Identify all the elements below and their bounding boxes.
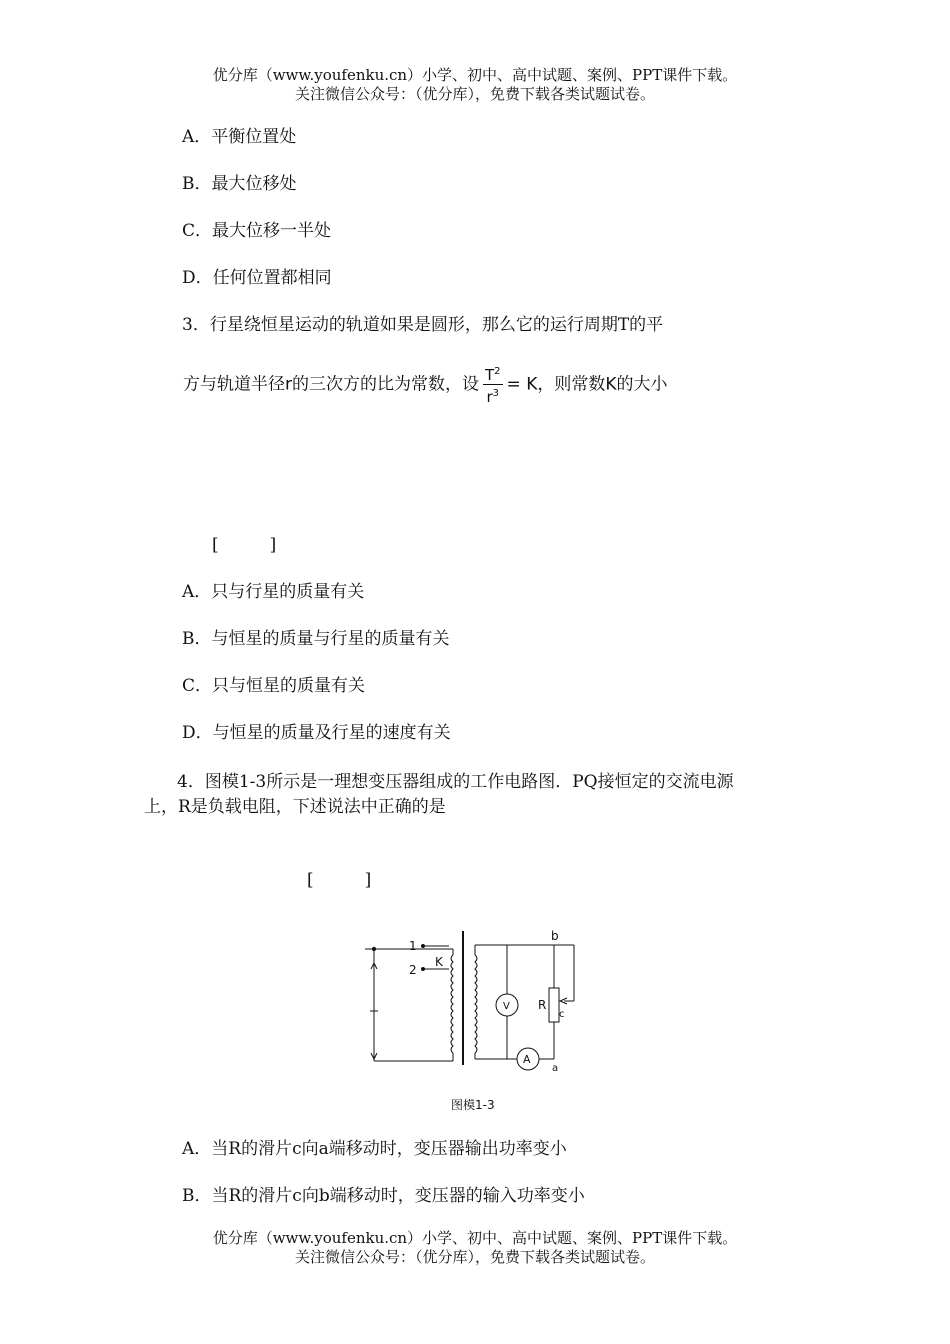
q3-formula-line — [183, 364, 668, 405]
circuit-diagram — [355, 925, 605, 1125]
secondary-coil — [475, 955, 477, 1053]
frac-numerator-exp: 2 — [494, 366, 501, 377]
q3-line2-after: = K，则常数K的大小 — [506, 374, 668, 395]
q2-option-a: A．平衡位置处 — [182, 127, 297, 147]
frac-numerator: T — [485, 366, 495, 384]
q3-option-b: B．与恒星的质量与行星的质量有关 — [182, 629, 450, 649]
q2-option-b: B．最大位移处 — [182, 174, 297, 194]
q4-bracket: [ ] — [307, 870, 372, 890]
q3-option-c: C．只与恒星的质量有关 — [182, 676, 366, 696]
label-v: V — [503, 1001, 510, 1012]
label-a: a — [552, 1063, 559, 1074]
header-line-1: 优分库（www.youfenku.cn）小学、初中、高中试题、案例、PPT课件下载。 — [212, 66, 738, 84]
tap-2-terminal — [422, 968, 425, 971]
footer-line-1: 优分库（www.youfenku.cn）小学、初中、高中试题、案例、PPT课件下载。 — [212, 1229, 738, 1247]
label-c: c — [559, 1009, 565, 1020]
figure-caption: 图模1-3 — [451, 1098, 495, 1112]
label-1: 1 — [409, 939, 417, 953]
label-r: R — [538, 998, 547, 1012]
resistor-r — [549, 988, 559, 1022]
frac-denominator: r — [486, 388, 493, 406]
frac-denominator-exp: 3 — [492, 388, 500, 399]
label-b: b — [551, 929, 559, 943]
label-ammeter: A — [523, 1053, 531, 1066]
primary-coil — [451, 955, 453, 1053]
header-line-2: 关注微信公众号：（优分库），免费下载各类试题试卷。 — [294, 85, 655, 103]
tap-1-terminal — [422, 945, 425, 948]
q4-stem-line-1: 4．图模1-3所示是一理想变压器组成的工作电路图．PQ接恒定的交流电源 — [177, 772, 734, 792]
q3-bracket: [ ] — [212, 535, 277, 555]
q4-option-b: B．当R的滑片c向b端移动时，变压器的输入功率变小 — [182, 1186, 585, 1206]
footer-line-2: 关注微信公众号：（优分库），免费下载各类试题试卷。 — [294, 1248, 655, 1266]
q4-option-a: A．当R的滑片c向a端移动时，变压器输出功率变小 — [182, 1139, 567, 1159]
q3-option-a: A．只与行星的质量有关 — [182, 582, 365, 602]
formula-fraction — [483, 364, 503, 405]
q3-option-d: D．与恒星的质量及行星的速度有关 — [182, 723, 451, 743]
q3-line2-before: 方与轨道半径r的三次方的比为常数，设 — [183, 374, 479, 395]
q4-stem-line-2: 上，R是负载电阻，下述说法中正确的是 — [144, 797, 446, 817]
label-2: 2 — [409, 963, 417, 977]
label-k: K — [435, 955, 443, 969]
q3-stem: 3．行星绕恒星运动的轨道如果是圆形，那么它的运行周期T的平 — [182, 315, 664, 335]
q2-option-d: D．任何位置都相同 — [182, 268, 332, 288]
q2-option-c: C．最大位移一半处 — [182, 221, 332, 241]
